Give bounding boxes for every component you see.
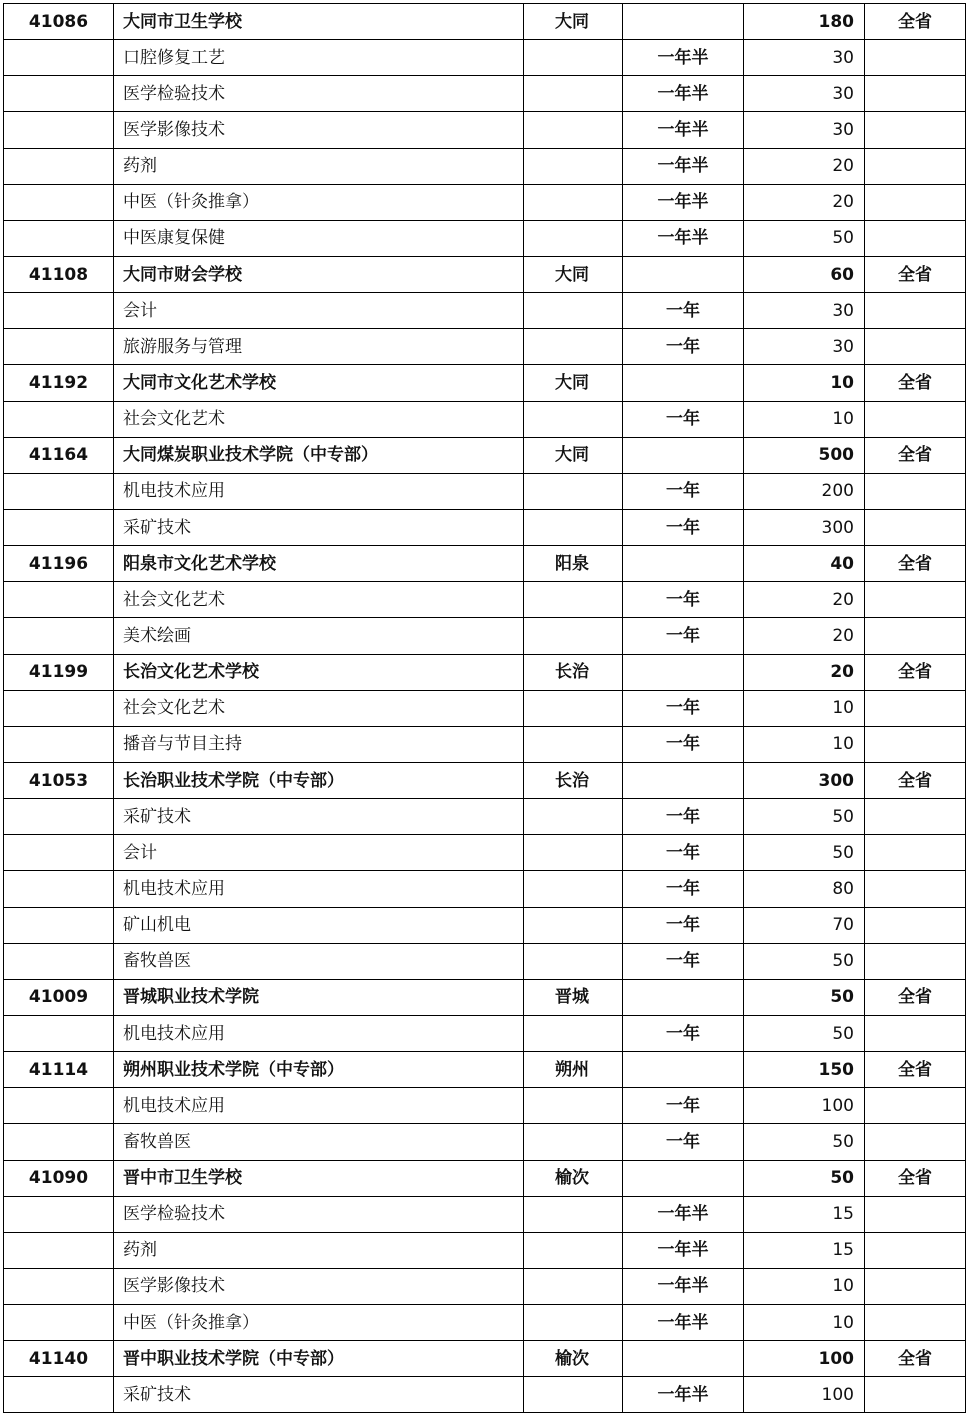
enrollment-count-cell: 10 <box>744 1305 865 1341</box>
major-row <box>4 329 966 365</box>
major-row <box>4 1088 966 1124</box>
city-cell: 榆次 <box>524 1341 623 1377</box>
duration-cell: 一年 <box>623 1015 744 1051</box>
duration-cell <box>623 1052 744 1088</box>
city-cell <box>524 40 623 76</box>
school-code-cell: 41053 <box>4 762 114 798</box>
scope-cell: 全省 <box>865 4 966 40</box>
name-cell: 美术绘画 <box>114 618 524 654</box>
enrollment-count-cell: 30 <box>744 112 865 148</box>
school-code-cell <box>4 184 114 220</box>
duration-cell <box>623 654 744 690</box>
name-cell: 机电技术应用 <box>114 1015 524 1051</box>
major-row <box>4 582 966 618</box>
duration-cell: 一年半 <box>623 40 744 76</box>
enrollment-count-cell: 15 <box>744 1196 865 1232</box>
school-code-cell <box>4 1015 114 1051</box>
duration-cell: 一年 <box>623 618 744 654</box>
duration-cell: 一年半 <box>623 184 744 220</box>
scope-cell <box>865 184 966 220</box>
city-cell <box>524 726 623 762</box>
city-cell <box>524 1232 623 1268</box>
scope-cell <box>865 907 966 943</box>
name-cell: 阳泉市文化艺术学校 <box>114 546 524 582</box>
major-row <box>4 1232 966 1268</box>
school-code-cell <box>4 148 114 184</box>
major-row <box>4 76 966 112</box>
scope-cell <box>865 943 966 979</box>
scope-cell <box>865 1377 966 1413</box>
duration-cell: 一年 <box>623 835 744 871</box>
duration-cell: 一年 <box>623 582 744 618</box>
school-code-cell <box>4 401 114 437</box>
major-row <box>4 835 966 871</box>
scope-cell <box>865 1232 966 1268</box>
duration-cell <box>623 762 744 798</box>
enrollment-count-cell: 50 <box>744 1160 865 1196</box>
school-code-cell: 41009 <box>4 979 114 1015</box>
city-cell <box>524 907 623 943</box>
enrollment-count-cell: 60 <box>744 256 865 292</box>
enrollment-count-cell: 10 <box>744 690 865 726</box>
duration-cell: 一年 <box>623 871 744 907</box>
school-code-cell <box>4 799 114 835</box>
name-cell: 大同煤炭职业技术学院（中专部） <box>114 437 524 473</box>
enrollment-count-cell: 10 <box>744 365 865 401</box>
name-cell: 采矿技术 <box>114 509 524 545</box>
duration-cell <box>623 979 744 1015</box>
school-code-cell <box>4 835 114 871</box>
city-cell <box>524 220 623 256</box>
major-row <box>4 618 966 654</box>
enrollment-count-cell: 100 <box>744 1377 865 1413</box>
school-row <box>4 1052 966 1088</box>
school-code-cell <box>4 1268 114 1304</box>
school-row <box>4 256 966 292</box>
name-cell: 社会文化艺术 <box>114 401 524 437</box>
name-cell: 旅游服务与管理 <box>114 329 524 365</box>
name-cell: 药剂 <box>114 1232 524 1268</box>
school-code-cell <box>4 509 114 545</box>
city-cell <box>524 690 623 726</box>
enrollment-count-cell: 50 <box>744 799 865 835</box>
enrollment-count-cell: 20 <box>744 654 865 690</box>
duration-cell: 一年半 <box>623 76 744 112</box>
duration-cell <box>623 4 744 40</box>
duration-cell: 一年半 <box>623 220 744 256</box>
enrollment-count-cell: 30 <box>744 293 865 329</box>
duration-cell: 一年 <box>623 799 744 835</box>
school-row <box>4 1160 966 1196</box>
major-row <box>4 112 966 148</box>
city-cell: 晋城 <box>524 979 623 1015</box>
name-cell: 机电技术应用 <box>114 871 524 907</box>
city-cell <box>524 1124 623 1160</box>
name-cell: 长治文化艺术学校 <box>114 654 524 690</box>
enrollment-count-cell: 50 <box>744 979 865 1015</box>
school-code-cell: 41086 <box>4 4 114 40</box>
name-cell: 采矿技术 <box>114 1377 524 1413</box>
city-cell: 阳泉 <box>524 546 623 582</box>
scope-cell <box>865 690 966 726</box>
duration-cell: 一年 <box>623 726 744 762</box>
school-row <box>4 1341 966 1377</box>
scope-cell: 全省 <box>865 1052 966 1088</box>
enrollment-count-cell: 20 <box>744 148 865 184</box>
scope-cell <box>865 799 966 835</box>
scope-cell <box>865 148 966 184</box>
school-code-cell <box>4 1377 114 1413</box>
name-cell: 中医（针灸推拿） <box>114 184 524 220</box>
major-row <box>4 401 966 437</box>
city-cell <box>524 184 623 220</box>
scope-cell <box>865 401 966 437</box>
enrollment-count-cell: 10 <box>744 401 865 437</box>
school-code-cell <box>4 943 114 979</box>
scope-cell <box>865 76 966 112</box>
name-cell: 畜牧兽医 <box>114 1124 524 1160</box>
school-code-cell: 41196 <box>4 546 114 582</box>
major-row <box>4 148 966 184</box>
scope-cell <box>865 618 966 654</box>
enrollment-count-cell: 50 <box>744 1124 865 1160</box>
city-cell <box>524 112 623 148</box>
name-cell: 会计 <box>114 835 524 871</box>
duration-cell: 一年半 <box>623 1377 744 1413</box>
enrollment-count-cell: 40 <box>744 546 865 582</box>
scope-cell <box>865 1305 966 1341</box>
major-row <box>4 1196 966 1232</box>
city-cell: 长治 <box>524 762 623 798</box>
scope-cell <box>865 582 966 618</box>
major-row <box>4 1377 966 1413</box>
scope-cell <box>865 1015 966 1051</box>
city-cell <box>524 76 623 112</box>
city-cell: 大同 <box>524 365 623 401</box>
major-row <box>4 799 966 835</box>
city-cell: 朔州 <box>524 1052 623 1088</box>
duration-cell: 一年 <box>623 293 744 329</box>
enrollment-count-cell: 200 <box>744 473 865 509</box>
school-code-cell <box>4 76 114 112</box>
name-cell: 医学检验技术 <box>114 76 524 112</box>
school-row <box>4 654 966 690</box>
enrollment-count-cell: 100 <box>744 1341 865 1377</box>
enrollment-count-cell: 500 <box>744 437 865 473</box>
scope-cell <box>865 40 966 76</box>
school-code-cell <box>4 293 114 329</box>
enrollment-count-cell: 300 <box>744 509 865 545</box>
scope-cell <box>865 1088 966 1124</box>
school-code-cell: 41090 <box>4 1160 114 1196</box>
enrollment-count-cell: 100 <box>744 1088 865 1124</box>
school-code-cell: 41108 <box>4 256 114 292</box>
scope-cell <box>865 112 966 148</box>
duration-cell: 一年 <box>623 329 744 365</box>
enrollment-count-cell: 30 <box>744 40 865 76</box>
scope-cell: 全省 <box>865 546 966 582</box>
duration-cell: 一年半 <box>623 148 744 184</box>
enrollment-count-cell: 80 <box>744 871 865 907</box>
scope-cell <box>865 726 966 762</box>
scope-cell <box>865 1196 966 1232</box>
duration-cell: 一年半 <box>623 1305 744 1341</box>
school-row <box>4 979 966 1015</box>
school-code-cell <box>4 1124 114 1160</box>
city-cell: 大同 <box>524 4 623 40</box>
enrollment-count-cell: 180 <box>744 4 865 40</box>
duration-cell: 一年 <box>623 943 744 979</box>
city-cell <box>524 148 623 184</box>
duration-cell: 一年 <box>623 401 744 437</box>
name-cell: 大同市文化艺术学校 <box>114 365 524 401</box>
city-cell <box>524 509 623 545</box>
enrollment-count-cell: 15 <box>744 1232 865 1268</box>
duration-cell: 一年 <box>623 1124 744 1160</box>
major-row <box>4 509 966 545</box>
school-code-cell: 41164 <box>4 437 114 473</box>
scope-cell: 全省 <box>865 762 966 798</box>
scope-cell: 全省 <box>865 979 966 1015</box>
name-cell: 长治职业技术学院（中专部） <box>114 762 524 798</box>
scope-cell <box>865 293 966 329</box>
name-cell: 口腔修复工艺 <box>114 40 524 76</box>
name-cell: 播音与节目主持 <box>114 726 524 762</box>
city-cell: 大同 <box>524 437 623 473</box>
school-code-cell: 41140 <box>4 1341 114 1377</box>
school-row <box>4 762 966 798</box>
name-cell: 晋中市卫生学校 <box>114 1160 524 1196</box>
school-row <box>4 365 966 401</box>
name-cell: 社会文化艺术 <box>114 582 524 618</box>
name-cell: 中医（针灸推拿） <box>114 1305 524 1341</box>
duration-cell: 一年 <box>623 473 744 509</box>
school-code-cell: 41192 <box>4 365 114 401</box>
name-cell: 大同市财会学校 <box>114 256 524 292</box>
scope-cell: 全省 <box>865 1341 966 1377</box>
name-cell: 机电技术应用 <box>114 473 524 509</box>
school-code-cell <box>4 582 114 618</box>
name-cell: 会计 <box>114 293 524 329</box>
city-cell <box>524 401 623 437</box>
school-code-cell <box>4 871 114 907</box>
city-cell <box>524 799 623 835</box>
school-code-cell <box>4 473 114 509</box>
school-row <box>4 4 966 40</box>
major-row <box>4 293 966 329</box>
name-cell: 大同市卫生学校 <box>114 4 524 40</box>
major-row <box>4 943 966 979</box>
major-row <box>4 40 966 76</box>
school-code-cell <box>4 690 114 726</box>
city-cell <box>524 871 623 907</box>
city-cell <box>524 1088 623 1124</box>
scope-cell <box>865 1124 966 1160</box>
duration-cell <box>623 256 744 292</box>
major-row <box>4 871 966 907</box>
major-row <box>4 1015 966 1051</box>
name-cell: 矿山机电 <box>114 907 524 943</box>
enrollment-table <box>3 3 966 1413</box>
enrollment-count-cell: 20 <box>744 618 865 654</box>
city-cell <box>524 473 623 509</box>
duration-cell: 一年半 <box>623 112 744 148</box>
scope-cell <box>865 509 966 545</box>
duration-cell: 一年半 <box>623 1232 744 1268</box>
enrollment-count-cell: 70 <box>744 907 865 943</box>
scope-cell <box>865 473 966 509</box>
enrollment-count-cell: 50 <box>744 943 865 979</box>
scope-cell <box>865 329 966 365</box>
city-cell <box>524 293 623 329</box>
enrollment-count-cell: 30 <box>744 76 865 112</box>
city-cell <box>524 1268 623 1304</box>
scope-cell: 全省 <box>865 654 966 690</box>
school-code-cell <box>4 618 114 654</box>
scope-cell <box>865 871 966 907</box>
city-cell <box>524 1377 623 1413</box>
enrollment-count-cell: 150 <box>744 1052 865 1088</box>
duration-cell: 一年 <box>623 509 744 545</box>
duration-cell <box>623 1160 744 1196</box>
name-cell: 晋中职业技术学院（中专部） <box>114 1341 524 1377</box>
table-body <box>4 4 966 1413</box>
city-cell <box>524 618 623 654</box>
school-code-cell <box>4 1196 114 1232</box>
major-row <box>4 726 966 762</box>
name-cell: 社会文化艺术 <box>114 690 524 726</box>
major-row <box>4 220 966 256</box>
enrollment-count-cell: 20 <box>744 582 865 618</box>
name-cell: 朔州职业技术学院（中专部） <box>114 1052 524 1088</box>
major-row <box>4 690 966 726</box>
city-cell <box>524 835 623 871</box>
duration-cell <box>623 437 744 473</box>
duration-cell <box>623 546 744 582</box>
major-row <box>4 184 966 220</box>
duration-cell: 一年 <box>623 690 744 726</box>
name-cell: 采矿技术 <box>114 799 524 835</box>
scope-cell <box>865 220 966 256</box>
name-cell: 畜牧兽医 <box>114 943 524 979</box>
duration-cell: 一年半 <box>623 1268 744 1304</box>
city-cell <box>524 1305 623 1341</box>
major-row <box>4 1124 966 1160</box>
name-cell: 中医康复保健 <box>114 220 524 256</box>
major-row <box>4 1268 966 1304</box>
city-cell <box>524 943 623 979</box>
school-code-cell <box>4 1305 114 1341</box>
enrollment-count-cell: 50 <box>744 1015 865 1051</box>
city-cell <box>524 582 623 618</box>
duration-cell: 一年 <box>623 907 744 943</box>
school-code-cell <box>4 907 114 943</box>
enrollment-count-cell: 300 <box>744 762 865 798</box>
city-cell: 大同 <box>524 256 623 292</box>
scope-cell <box>865 1268 966 1304</box>
enrollment-count-cell: 10 <box>744 726 865 762</box>
city-cell: 榆次 <box>524 1160 623 1196</box>
name-cell: 医学影像技术 <box>114 112 524 148</box>
scope-cell: 全省 <box>865 256 966 292</box>
enrollment-count-cell: 50 <box>744 220 865 256</box>
name-cell: 机电技术应用 <box>114 1088 524 1124</box>
name-cell: 药剂 <box>114 148 524 184</box>
school-code-cell <box>4 1232 114 1268</box>
school-row <box>4 546 966 582</box>
duration-cell: 一年 <box>623 1088 744 1124</box>
school-row <box>4 437 966 473</box>
name-cell: 晋城职业技术学院 <box>114 979 524 1015</box>
enrollment-count-cell: 20 <box>744 184 865 220</box>
school-code-cell <box>4 1088 114 1124</box>
major-row <box>4 1305 966 1341</box>
duration-cell <box>623 1341 744 1377</box>
school-code-cell <box>4 329 114 365</box>
city-cell <box>524 1196 623 1232</box>
enrollment-count-cell: 50 <box>744 835 865 871</box>
school-code-cell: 41199 <box>4 654 114 690</box>
school-code-cell <box>4 726 114 762</box>
city-cell: 长治 <box>524 654 623 690</box>
scope-cell: 全省 <box>865 437 966 473</box>
scope-cell <box>865 835 966 871</box>
school-code-cell <box>4 220 114 256</box>
enrollment-count-cell: 10 <box>744 1268 865 1304</box>
duration-cell <box>623 365 744 401</box>
major-row <box>4 907 966 943</box>
city-cell <box>524 329 623 365</box>
city-cell <box>524 1015 623 1051</box>
enrollment-count-cell: 30 <box>744 329 865 365</box>
school-code-cell <box>4 40 114 76</box>
major-row <box>4 473 966 509</box>
school-code-cell: 41114 <box>4 1052 114 1088</box>
scope-cell: 全省 <box>865 1160 966 1196</box>
name-cell: 医学检验技术 <box>114 1196 524 1232</box>
duration-cell: 一年半 <box>623 1196 744 1232</box>
scope-cell: 全省 <box>865 365 966 401</box>
name-cell: 医学影像技术 <box>114 1268 524 1304</box>
school-code-cell <box>4 112 114 148</box>
